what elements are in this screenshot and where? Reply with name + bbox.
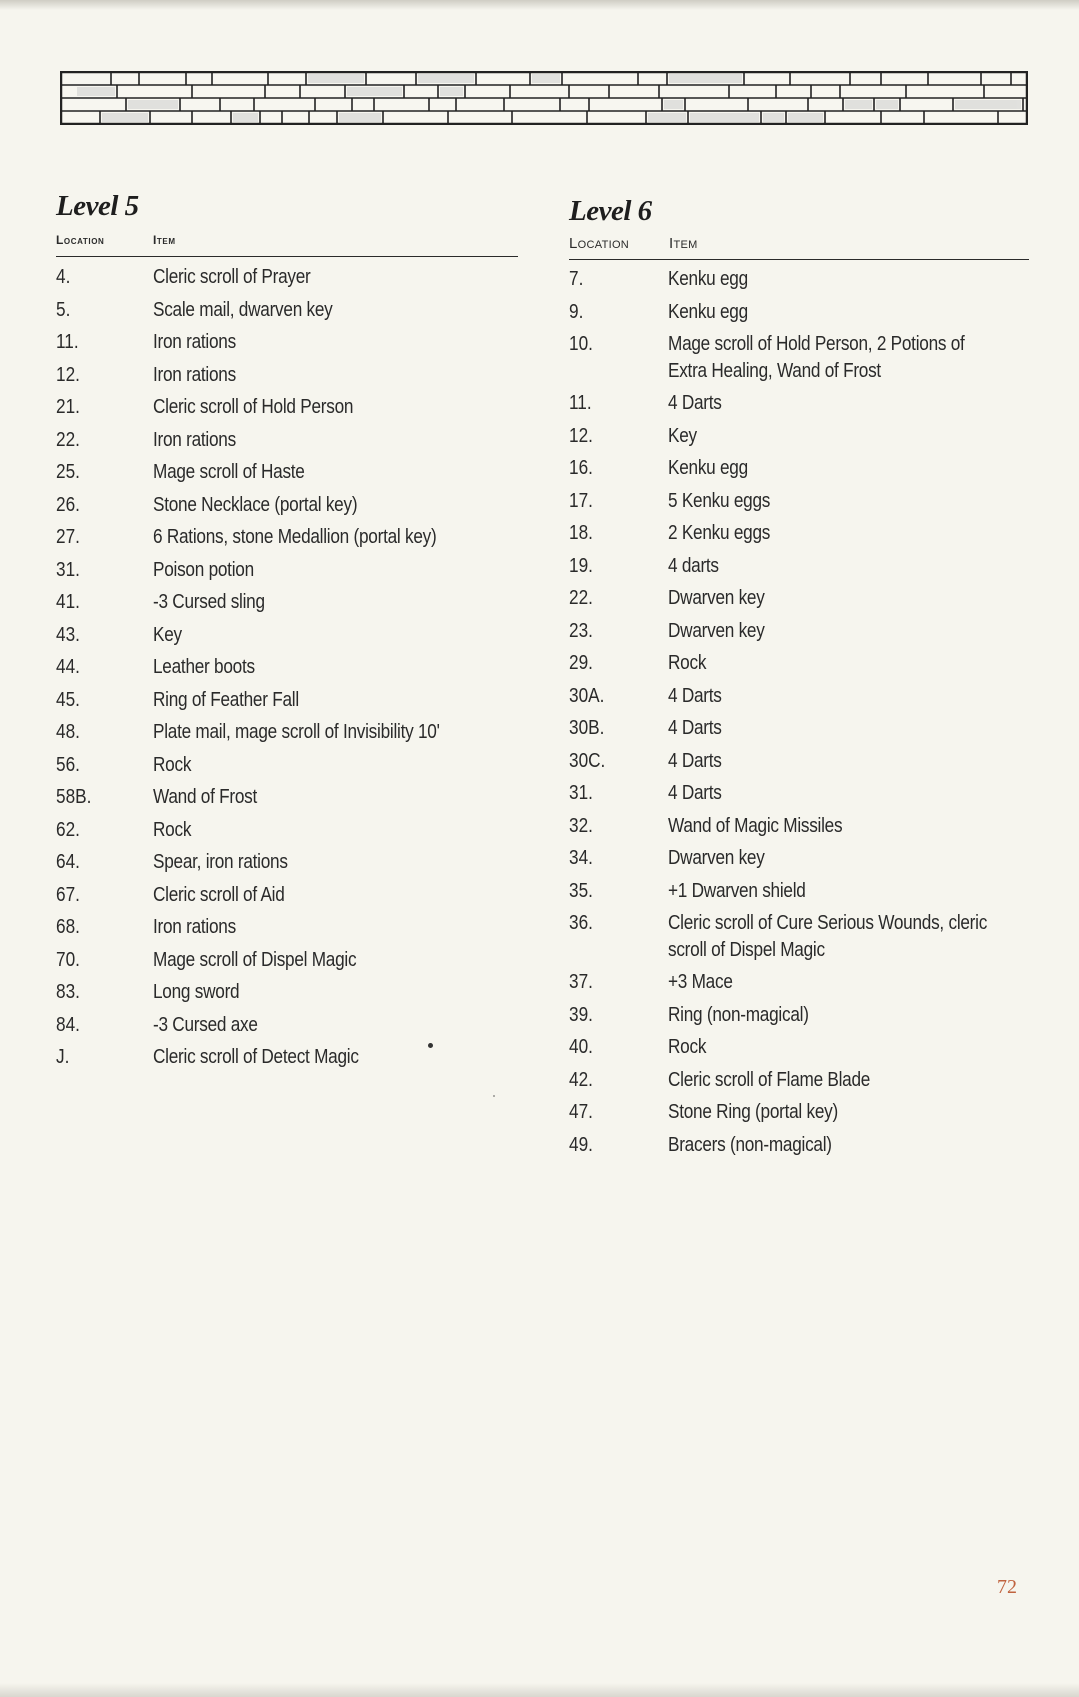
level-6-header: [569, 235, 1029, 255]
location-cell: [569, 910, 649, 937]
item-cell: Wand of Magic Missiles: [668, 814, 843, 837]
location-number: 21.: [56, 396, 80, 418]
location-number: 31.: [569, 782, 593, 804]
page-number: 72: [997, 1576, 1017, 1598]
item-cell: Long sword: [153, 981, 240, 1003]
item-cell: Mage scroll of Hold Person, 2 Potions of: [668, 333, 965, 355]
table-row: [569, 715, 1029, 748]
item-cell: 4 Darts: [668, 392, 722, 414]
location-cell: [56, 427, 136, 454]
table-row: [56, 362, 518, 395]
table-row: [569, 910, 1029, 969]
location-cell: [56, 1012, 136, 1039]
table-row: [569, 423, 1029, 456]
table-row: [569, 618, 1029, 651]
item-cell: Wand of Frost: [153, 786, 258, 808]
item-cell: -3 Cursed sling: [153, 591, 265, 613]
table-row: [569, 585, 1029, 618]
level-5-title: Level 5: [56, 190, 139, 222]
table-row: [56, 687, 518, 720]
item-cell: Iron rations: [153, 916, 236, 938]
header-rule: [569, 259, 1029, 260]
table-row: [56, 654, 518, 687]
level-6-rows: [569, 266, 1029, 1164]
item-cell: Kenku egg: [668, 268, 748, 290]
item-cell: 6 Rations, stone Medallion (portal key): [153, 526, 437, 548]
page-top-edge: [0, 0, 1079, 10]
location-number: 30A.: [569, 684, 605, 707]
item-cell: Ring (non-magical): [668, 1003, 809, 1026]
location-number: J.: [56, 1046, 70, 1068]
location-cell: [569, 585, 649, 612]
item-column-header: Item: [669, 235, 698, 252]
table-row: [569, 1002, 1029, 1035]
item-cell: Spear, iron rations: [153, 851, 288, 873]
location-cell: [569, 423, 649, 450]
table-row: [569, 390, 1029, 423]
table-row: [56, 297, 518, 330]
level-6-title: Level 6: [569, 195, 652, 227]
table-row: [56, 427, 518, 460]
location-cell: [56, 524, 136, 551]
location-number: 27.: [56, 526, 80, 548]
location-cell: [56, 947, 136, 974]
location-number: 56.: [56, 753, 80, 776]
location-number: 34.: [569, 847, 593, 869]
location-number: 68.: [56, 916, 80, 938]
print-speck: [493, 1095, 495, 1097]
level-5-header: [56, 233, 518, 253]
item-cell: Dwarven key: [668, 587, 765, 609]
location-cell: [56, 264, 136, 291]
item-cell: Mage scroll of Dispel Magic: [153, 948, 357, 971]
location-cell: [569, 780, 649, 807]
table-row: [56, 524, 518, 557]
table-row: [56, 394, 518, 427]
item-cell: Scale mail, dwarven key: [153, 298, 333, 321]
item-cell: 2 Kenku eggs: [668, 522, 771, 544]
location-number: 42.: [569, 1068, 593, 1091]
table-row: [569, 1067, 1029, 1100]
location-number: 16.: [569, 457, 593, 479]
item-cell: Ring of Feather Fall: [153, 688, 299, 711]
table-row: [569, 1132, 1029, 1165]
location-cell: [569, 455, 649, 482]
location-cell: [569, 331, 649, 358]
page-bottom-edge: [0, 1683, 1079, 1697]
table-row: [56, 817, 518, 850]
location-number: 10.: [569, 333, 593, 355]
table-row: [56, 719, 518, 752]
item-cell: Key: [668, 424, 697, 447]
item-cell: Iron rations: [153, 363, 236, 386]
brick-wall-banner: [60, 71, 1028, 125]
location-cell: [569, 1132, 649, 1159]
location-cell: [569, 715, 649, 742]
item-cell: +3 Mace: [668, 971, 733, 993]
location-cell: [56, 1044, 136, 1071]
location-cell: [569, 969, 649, 996]
location-number: 30B.: [569, 717, 605, 739]
table-row: [56, 264, 518, 297]
location-number: 17.: [569, 489, 593, 512]
location-number: 64.: [56, 851, 80, 873]
location-number: 29.: [569, 652, 593, 674]
table-row: [569, 488, 1029, 521]
location-number: 49.: [569, 1133, 593, 1156]
location-cell: [56, 882, 136, 909]
table-row: [56, 947, 518, 980]
table-row: [569, 553, 1029, 586]
table-row: [56, 622, 518, 655]
location-number: 12.: [569, 424, 593, 447]
location-number: 12.: [56, 363, 80, 386]
item-cell: Stone Necklace (portal key): [153, 493, 358, 516]
location-cell: [569, 618, 649, 645]
location-column-header: Location: [56, 233, 105, 247]
location-number: 11.: [56, 331, 79, 353]
location-cell: [56, 914, 136, 941]
table-row: [56, 557, 518, 590]
location-number: 7.: [569, 268, 584, 290]
location-number: 36.: [569, 912, 593, 934]
table-row: [56, 914, 518, 947]
level-5-rows: [56, 264, 518, 1077]
table-row: [569, 780, 1029, 813]
location-number: 18.: [569, 522, 593, 544]
table-row: [569, 331, 1029, 390]
table-row: [569, 845, 1029, 878]
table-row: [569, 683, 1029, 716]
location-number: 58B.: [56, 786, 92, 808]
table-row: [569, 520, 1029, 553]
location-number: 67.: [56, 883, 80, 906]
item-cell: 4 Darts: [668, 717, 722, 739]
location-cell: [569, 1034, 649, 1061]
location-number: 35.: [569, 879, 593, 902]
location-number: 26.: [56, 493, 80, 516]
location-cell: [569, 488, 649, 515]
table-row: [569, 969, 1029, 1002]
location-number: 31.: [56, 558, 80, 581]
item-cell: Cleric scroll of Prayer: [153, 266, 311, 288]
item-cell: Stone Ring (portal key): [668, 1101, 838, 1123]
location-cell: [569, 520, 649, 547]
location-number: 23.: [569, 619, 593, 642]
location-number: 5.: [56, 298, 71, 321]
location-cell: [56, 817, 136, 844]
item-cell-continuation: Extra Healing, Wand of Frost: [668, 360, 881, 382]
location-number: 48.: [56, 721, 80, 743]
location-cell: [56, 557, 136, 584]
item-cell: 5 Kenku eggs: [668, 489, 771, 512]
table-row: [569, 455, 1029, 488]
location-cell: [56, 979, 136, 1006]
location-cell: [569, 1067, 649, 1094]
item-cell: Bracers (non-magical): [668, 1133, 832, 1156]
item-cell: Rock: [153, 818, 192, 841]
location-cell: [569, 813, 649, 840]
location-number: 41.: [56, 591, 80, 613]
location-number: 19.: [569, 554, 593, 577]
table-row: [56, 882, 518, 915]
location-number: 25.: [56, 461, 80, 483]
location-column-header: Location: [569, 235, 630, 252]
item-cell: Poison potion: [153, 558, 254, 581]
table-row: [56, 1012, 518, 1045]
table-row: [569, 813, 1029, 846]
table-row: [56, 849, 518, 882]
item-cell: Cleric scroll of Hold Person: [153, 396, 354, 418]
table-row: [569, 266, 1029, 299]
item-cell: Iron rations: [153, 331, 236, 353]
table-row: [569, 748, 1029, 781]
table-row: [56, 459, 518, 492]
print-speck: [428, 1043, 433, 1048]
item-cell: Cleric scroll of Detect Magic: [153, 1046, 359, 1068]
location-number: 70.: [56, 948, 80, 971]
location-number: 22.: [56, 428, 80, 451]
location-cell: [56, 622, 136, 649]
location-cell: [56, 719, 136, 746]
table-row: [56, 329, 518, 362]
item-cell: Leather boots: [153, 656, 255, 678]
location-number: 9.: [569, 300, 584, 323]
table-row: [56, 492, 518, 525]
table-row: [56, 752, 518, 785]
item-cell: Cleric scroll of Aid: [153, 883, 285, 906]
location-cell: [569, 683, 649, 710]
location-number: 22.: [569, 587, 593, 609]
location-number: 43.: [56, 623, 80, 646]
item-cell: 4 darts: [668, 554, 719, 577]
location-cell: [56, 329, 136, 356]
location-number: 84.: [56, 1013, 80, 1036]
item-cell-continuation: scroll of Dispel Magic: [668, 939, 825, 961]
location-number: 11.: [569, 392, 592, 414]
item-cell: +1 Dwarven shield: [668, 879, 806, 902]
location-cell: [56, 297, 136, 324]
table-row: [569, 1034, 1029, 1067]
location-cell: [56, 394, 136, 421]
location-number: 62.: [56, 818, 80, 841]
item-cell: Rock: [153, 753, 192, 776]
location-number: 39.: [569, 1003, 593, 1026]
location-number: 40.: [569, 1036, 593, 1058]
location-number: 30C.: [569, 749, 606, 772]
item-cell: -3 Cursed axe: [153, 1013, 258, 1036]
item-cell: Rock: [668, 1036, 707, 1058]
table-row: [569, 1099, 1029, 1132]
table-row: [569, 650, 1029, 683]
location-number: 45.: [56, 688, 80, 711]
location-number: 32.: [569, 814, 593, 837]
location-cell: [56, 752, 136, 779]
item-cell: Mage scroll of Haste: [153, 461, 305, 483]
table-row: [56, 784, 518, 817]
location-cell: [569, 266, 649, 293]
location-cell: [569, 1002, 649, 1029]
table-row: [56, 979, 518, 1012]
item-cell: 4 Darts: [668, 684, 722, 707]
location-cell: [569, 553, 649, 580]
location-cell: [56, 362, 136, 389]
item-cell: Dwarven key: [668, 619, 765, 642]
item-cell: Rock: [668, 652, 707, 674]
location-number: 83.: [56, 981, 80, 1003]
location-cell: [56, 654, 136, 681]
item-cell: Kenku egg: [668, 457, 748, 479]
item-cell: Plate mail, mage scroll of Invisibility 10': [153, 721, 440, 743]
table-row: [569, 878, 1029, 911]
location-cell: [569, 299, 649, 326]
location-cell: [56, 784, 136, 811]
location-cell: [569, 1099, 649, 1126]
location-cell: [56, 492, 136, 519]
table-row: [56, 1044, 518, 1077]
location-cell: [569, 650, 649, 677]
location-number: 47.: [569, 1101, 593, 1123]
location-number: 4.: [56, 266, 71, 288]
item-cell: Key: [153, 623, 182, 646]
item-cell: Cleric scroll of Flame Blade: [668, 1068, 871, 1091]
header-rule: [56, 256, 518, 257]
location-cell: [56, 849, 136, 876]
location-cell: [569, 390, 649, 417]
location-cell: [56, 589, 136, 616]
location-number: 44.: [56, 656, 80, 678]
location-number: 37.: [569, 971, 593, 993]
item-cell: Kenku egg: [668, 300, 748, 323]
item-cell: Iron rations: [153, 428, 236, 451]
table-row: [569, 299, 1029, 332]
location-cell: [569, 878, 649, 905]
item-cell: 4 Darts: [668, 749, 722, 772]
item-column-header: Item: [153, 233, 176, 247]
location-cell: [569, 748, 649, 775]
location-cell: [56, 687, 136, 714]
location-cell: [569, 845, 649, 872]
item-cell: 4 Darts: [668, 782, 722, 804]
item-cell: Cleric scroll of Cure Serious Wounds, cleric: [668, 912, 988, 934]
table-row: [56, 589, 518, 622]
location-cell: [56, 459, 136, 486]
item-cell: Dwarven key: [668, 847, 765, 869]
